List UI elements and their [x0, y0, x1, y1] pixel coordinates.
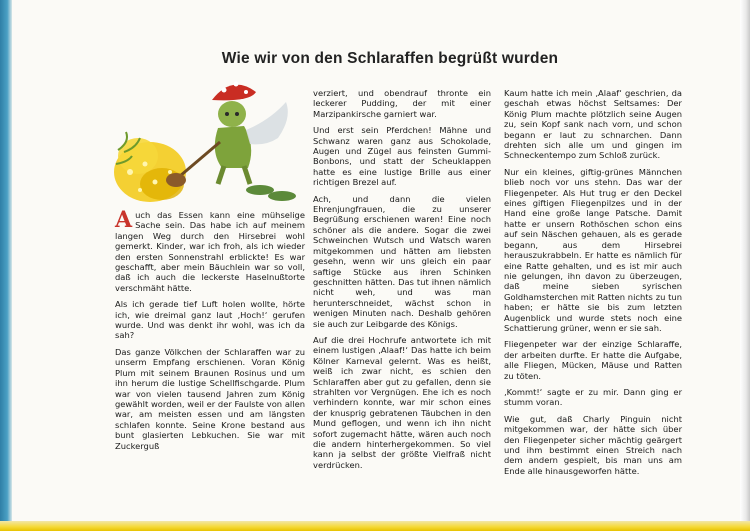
paragraph: Das ganze Völkchen der Schlaraffen war zu unserm Empfang erschienen. Voran König Plum mit seinem Braunen Rosinus und um ihn herum die lustige Schellfischgarde. Plum war von vielen tausend Jahren zum König gewählt worden, weil er der Faulste von allen war, am meisten essen und am längsten schlafen konnte. Seine Krone bestand aus bunt glasierten Lebkuchen. Sie war mit Zuckerguß — [115, 346, 305, 451]
paragraph: Kaum hatte ich mein ‚Alaaf‘ geschrien, da geschah etwas höchst Seltsames: Der König Plum machte plötzlich seine Augen zu, sein Kopf sank nach vorn, und schon begann er laut zu schnarchen. Dann drehten sich alle um und gingen im Schneckentempo zum Schloß zurück. — [504, 88, 682, 161]
paragraph: Ach, und dann die vielen Ehrenjungfrauen, die zu unserer Begrüßung erschienen waren! Eine noch schöner als die andere. Sogar die zwei Schweinchen Wutsch und Watsch waren mitgekommen und hätten am liebsten gesehn, wenn wir uns gleich ein paar saftige Stücke aus ihren Schinken geschnitten hätten. Das tut ihnen nämlich nicht weh, und was man herunterschneidet, wächst schon in wenigen Minuten nach. Deshalb gehören sie auch zur Leibgarde des Königs. — [313, 193, 491, 329]
paragraph: Auch das Essen kann eine mühselige Sache sein. Das habe ich auf meinem langen Weg durch den Hirsebrei wohl gemerkt. Kinder, war ich froh, als ich wieder den ersten Sonnenstrahl erblickte! Es war geschafft, aber mein Bäuchlein war so voll, daß ich auch die leckerste Haselnußtorte verschmäht hätte. — [115, 207, 305, 293]
text-column-3 — [504, 88, 682, 482]
paragraph: ‚Kommt!‘ sagte er zu mir. Dann ging er stumm voran. — [504, 386, 682, 408]
text-column-1 — [115, 207, 305, 457]
paragraph: Wie gut, daß Charly Pinguin nicht mitgekommen war, der hätte sich über den Fliegenpeter sicher mächtig geärgert und ihm bestimmt einen Streich nach dem andern gespielt, bis man uns am Ende alle hinausgeworfen hätte. — [504, 413, 682, 476]
paragraph: Auf die drei Hochrufe antwortete ich mit einem lustigen ‚Alaaf!‘ Das hatte ich beim Kölner Karneval gelernt. Was es heißt, weiß ich zwar nicht, es schien den Schlaraffen aber gut zu gefallen, denn sie strahlten vor Vergnügen. Ehe ich es noch verhindern konnte, war mir schon eines der knusprig gebratenen Täubchen in den Mund geflogen, und wenn ich ihn nicht sofort zugemacht hätte, wären auch noch die andern hinterhergekommen. So viel kann ja selbst der größte Vielfraß nicht verdrücken. — [313, 334, 491, 470]
paragraph: Fliegenpeter war der einzige Schlaraffe, der arbeiten durfte. Er hatte die Aufgabe, alle Fliegen, Mücken, Mäuse und Ratten zu töten. — [504, 339, 682, 381]
shoes-graphic — [246, 185, 296, 201]
paragraph: Und erst sein Pferdchen! Mähne und Schwanz waren ganz aus Schokolade, Augen und Zügel aus feinsten Gummi-Bonbons, und statt der Scheuklappen hatte es eine lustige Brille aus einer richtigen Brezel auf. — [313, 125, 491, 188]
paragraph: verziert, und obendrauf thronte ein leckerer Pudding, der mit einer Marzipankirsche garniert war. — [313, 88, 491, 119]
page-edge — [740, 0, 750, 531]
paragraph: Nur ein kleines, giftig-grünes Männchen blieb noch vor uns stehn. Das war der Fliegenpeter. Als Hut trug er den Deckel eines giftigen Fliegenpilzes und in der Hand eine große lange Patsche. Damit hatte er unsern Rothöschen schon eins auf sein Näschen gehauen, als es gerade begann, aus dem Hirsebrei herauszukrabbeln. Er hatte es nämlich für eine Ratte gehalten, und es ist mir auch nie gelungen, ihn davon zu überzeugen, daß meine sieben syrischen Goldhamsterchen mit Ratten nichts zu tun haben; er hätte sie bis zum letzten Augenblick und wurde stets noch eine Schattierung grüner, wenn er sie sah. — [504, 166, 682, 333]
yellow-bush-graphic — [114, 138, 186, 202]
page-title: Wie wir von den Schlaraffen begrüßt wurden — [221, 50, 559, 67]
book-spine — [0, 0, 12, 531]
book-bottom-edge — [0, 521, 750, 531]
paragraph: Als ich gerade tief Luft holen wollte, hörte ich, wie dreimal ganz laut ‚Hoch!‘ gerufen wurde. Und was denkt ihr wohl, was ich da sah? — [115, 299, 305, 341]
fliegenpeter-illustration — [110, 72, 300, 212]
text-column-2 — [313, 88, 491, 476]
fliegenpeter-figure-graphic — [215, 101, 288, 184]
drop-cap: A — [115, 207, 133, 233]
mushroom-hat-graphic — [212, 82, 256, 101]
